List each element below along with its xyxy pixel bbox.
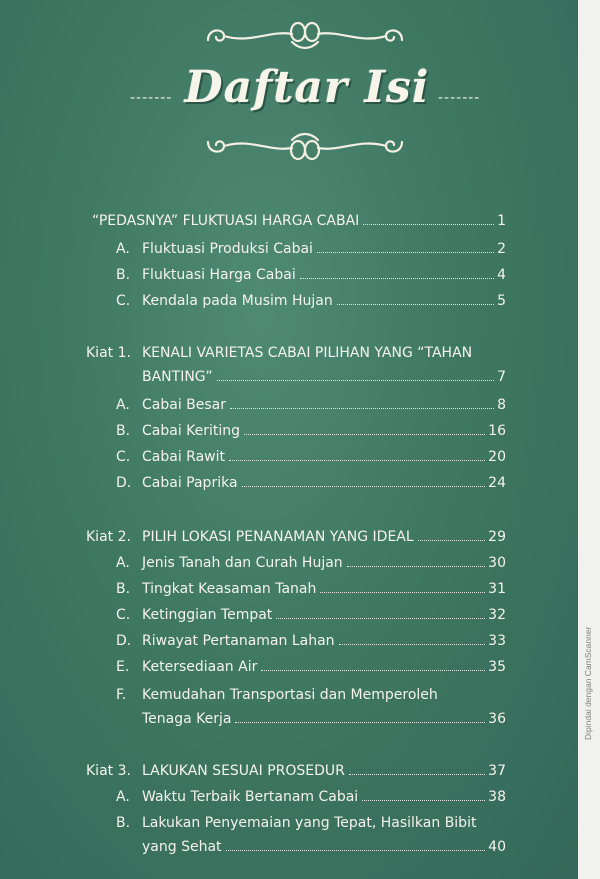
toc-entry-page: 38 <box>488 789 506 805</box>
toc-entry-title: Kemudahan Transportasi dan Memperoleh <box>142 687 438 703</box>
toc-entry-kiat2-f[interactable] <box>142 710 506 728</box>
toc-entry-title: Tingkat Keasaman Tanah <box>142 581 317 597</box>
title-dash-left: ------- <box>130 90 173 106</box>
toc-entry-title: Ketersediaan Air <box>142 659 258 675</box>
toc-entry-kiat2-b[interactable] <box>116 580 506 598</box>
toc-entry-kiat1-a[interactable] <box>116 396 506 414</box>
toc-entry-title: Cabai Besar <box>142 397 227 413</box>
toc-entry-title: “PEDASNYA” FLUKTUASI HARGA CABAI <box>92 213 360 229</box>
title-dash-right: ------- <box>438 90 481 106</box>
item-marker: B. <box>116 815 131 831</box>
toc-entry-intro-b[interactable] <box>116 266 506 284</box>
item-marker: C. <box>116 449 131 465</box>
dot-leader <box>337 303 494 305</box>
item-marker: E. <box>116 659 130 675</box>
toc-entry-title: LAKUKAN SESUAI PROSEDUR <box>142 763 345 779</box>
toc-entry-title: Cabai Paprika <box>142 475 238 491</box>
dot-leader <box>229 459 485 461</box>
toc-entry-title: KENALI VARIETAS CABAI PILIHAN YANG “TAHAN <box>142 345 473 361</box>
page-edge <box>578 0 600 879</box>
dot-leader <box>226 849 486 851</box>
toc-entry-title: Waktu Terbaik Bertanam Cabai <box>142 789 359 805</box>
toc-entry-page: 7 <box>497 369 506 385</box>
toc-entry-kiat1-b[interactable] <box>116 422 506 440</box>
toc-entry-kiat3-b[interactable] <box>142 838 506 856</box>
toc-entry-title: Cabai Rawit <box>142 449 225 465</box>
toc-entry-title: Riwayat Pertanaman Lahan <box>142 633 335 649</box>
toc-entry-title: Kendala pada Musim Hujan <box>142 293 333 309</box>
toc-entry-title: Lakukan Penyemaian yang Tepat, Hasilkan Bibit <box>142 815 477 831</box>
item-marker: A. <box>116 397 130 413</box>
dot-leader <box>347 565 485 567</box>
item-marker: D. <box>116 475 132 491</box>
toc-entry-title: Jenis Tanah dan Curah Hujan <box>142 555 343 571</box>
toc-entry-page: 36 <box>488 711 506 727</box>
toc-entry-page: 35 <box>488 659 506 675</box>
dot-leader <box>235 721 485 723</box>
toc-entry-kiat2[interactable] <box>86 528 506 546</box>
dot-leader <box>317 251 494 253</box>
item-marker: A. <box>116 241 130 257</box>
dot-leader <box>320 591 485 593</box>
toc-entry-page: 4 <box>497 267 506 283</box>
toc-entry-title: Ketinggian Tempat <box>142 607 273 623</box>
toc-entry-kiat1[interactable] <box>142 368 506 386</box>
item-marker: A. <box>116 555 130 571</box>
toc-entry-kiat3-b-line1[interactable] <box>116 814 476 832</box>
toc-entry-title: Fluktuasi Produksi Cabai <box>142 241 313 257</box>
toc-entry-page: 8 <box>497 397 506 413</box>
dot-leader <box>339 643 486 645</box>
item-marker: D. <box>116 633 132 649</box>
toc-entry-page: 30 <box>488 555 506 571</box>
toc-entry-kiat2-f-line1[interactable] <box>116 686 438 704</box>
dot-leader <box>230 407 494 409</box>
dot-leader <box>363 223 494 225</box>
toc-entry-page: 40 <box>488 839 506 855</box>
dot-leader <box>300 277 494 279</box>
item-marker: B. <box>116 267 131 283</box>
toc-entry-title: PILIH LOKASI PENANAMAN YANG IDEAL <box>142 529 414 545</box>
item-marker: C. <box>116 293 131 309</box>
toc-entry-page: 32 <box>488 607 506 623</box>
toc-entry-kiat3-a[interactable] <box>116 788 506 806</box>
item-marker: B. <box>116 581 131 597</box>
toc-entry-kiat3[interactable] <box>86 762 506 780</box>
toc-entry-page: 24 <box>488 475 506 491</box>
toc-entry-kiat1-line1[interactable] <box>86 344 472 362</box>
toc-entry-page: 37 <box>488 763 506 779</box>
toc-entry-intro[interactable] <box>92 212 506 230</box>
toc-entry-intro-c[interactable] <box>116 292 506 310</box>
toc-entry-page: 16 <box>488 423 506 439</box>
toc-entry-page: 20 <box>488 449 506 465</box>
toc-entry-kiat2-a[interactable] <box>116 554 506 572</box>
dot-leader <box>242 485 486 487</box>
dot-leader <box>217 379 494 381</box>
item-marker: F. <box>116 687 127 703</box>
toc-entry-kiat2-d[interactable] <box>116 632 506 650</box>
dot-leader <box>261 669 485 671</box>
dot-leader <box>244 433 485 435</box>
dot-leader <box>349 773 485 775</box>
toc-entry-page: 33 <box>488 633 506 649</box>
item-marker: C. <box>116 607 131 623</box>
toc-entry-page: 2 <box>497 241 506 257</box>
chapter-marker: Kiat 2. <box>86 529 131 545</box>
toc-entry-title-continued: BANTING” <box>142 369 213 385</box>
chapter-marker: Kiat 3. <box>86 763 131 779</box>
toc-entry-title: Cabai Keriting <box>142 423 241 439</box>
page-title: Daftar Isi <box>184 62 430 113</box>
chapter-marker: Kiat 1. <box>86 345 131 361</box>
toc-entry-kiat2-e[interactable] <box>116 658 506 676</box>
item-marker: B. <box>116 423 131 439</box>
toc-entry-page: 29 <box>488 529 506 545</box>
toc-entry-page: 1 <box>497 213 506 229</box>
item-marker: A. <box>116 789 130 805</box>
toc-entry-title-continued: Tenaga Kerja <box>142 711 232 727</box>
toc-entry-title: Fluktuasi Harga Cabai <box>142 267 296 283</box>
scanner-caption: Dipindai dengan CamScanner <box>583 626 593 740</box>
toc-entry-page: 5 <box>497 293 506 309</box>
dot-leader <box>418 539 485 541</box>
toc-entry-page: 31 <box>488 581 506 597</box>
dot-leader <box>276 617 485 619</box>
toc-entry-intro-a[interactable] <box>116 240 506 258</box>
toc-entry-kiat2-c[interactable] <box>116 606 506 624</box>
dot-leader <box>362 799 485 801</box>
toc-entry-kiat1-d[interactable] <box>116 474 506 492</box>
toc-entry-title-continued: yang Sehat <box>142 839 222 855</box>
toc-entry-kiat1-c[interactable] <box>116 448 506 466</box>
